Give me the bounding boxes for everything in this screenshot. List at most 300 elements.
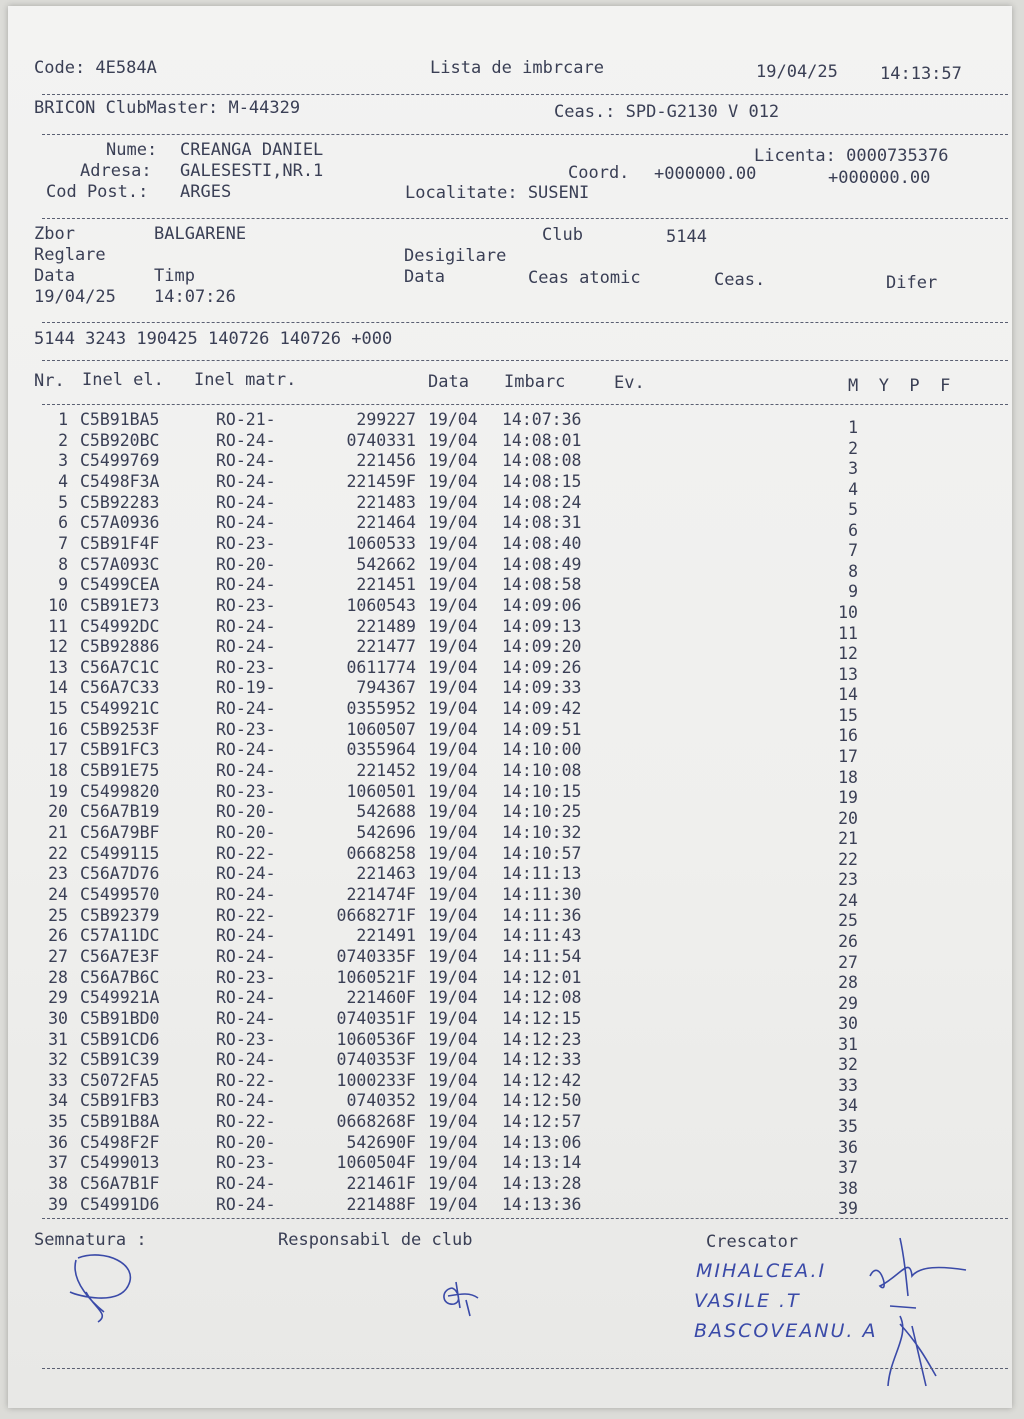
- arrival-date: 19/04: [428, 967, 478, 987]
- arrival-time: 14:09:51: [502, 719, 582, 739]
- electronic-ring: C5B920BC: [80, 430, 160, 450]
- arrival-time: 14:13:06: [502, 1132, 582, 1152]
- row-number: 2: [58, 430, 68, 450]
- row-number: 28: [48, 967, 68, 987]
- ring-number: 0668268F: [336, 1112, 416, 1132]
- ring-prefix: RO-20-: [216, 554, 276, 574]
- arrival-time: 14:13:14: [502, 1153, 582, 1173]
- zbor-label: Zbor: [34, 224, 75, 244]
- arrival-time: 14:08:24: [502, 492, 582, 512]
- row-number: 16: [48, 719, 68, 739]
- electronic-ring: C56A7B19: [80, 802, 160, 822]
- arrival-date: 19/04: [428, 554, 478, 574]
- ring-prefix: RO-21-: [216, 410, 276, 429]
- arrival-date: 19/04: [428, 657, 478, 677]
- table-row: [8, 1194, 1012, 1219]
- ring-prefix: RO-22-: [216, 1112, 276, 1132]
- ring-prefix: RO-24-: [216, 471, 276, 491]
- table-row: [8, 843, 1012, 869]
- ring-number: 1060543: [346, 595, 416, 615]
- arrival-date: 19/04: [428, 492, 478, 512]
- ring-prefix: RO-24-: [216, 926, 276, 946]
- electronic-ring: C57A0936: [80, 513, 160, 533]
- table-row: [8, 1174, 1012, 1198]
- position: 4: [848, 479, 858, 499]
- signature-scribble-center: [438, 1278, 482, 1318]
- ring-number: 221477: [356, 637, 416, 657]
- position: 15: [838, 705, 858, 725]
- ring-number: 221460F: [346, 988, 416, 1008]
- timp-label: Timp: [154, 266, 195, 286]
- electronic-ring: C5498F3A: [80, 471, 160, 491]
- row-number: 17: [48, 740, 68, 760]
- arrival-date: 19/04: [428, 761, 478, 781]
- electronic-ring: C56A7C33: [80, 678, 160, 698]
- row-number: 32: [48, 1050, 68, 1070]
- arrival-time: 14:09:42: [502, 699, 582, 719]
- table-row: [8, 410, 1012, 437]
- arrival-date: 19/04: [428, 740, 478, 760]
- electronic-ring: C5072FA5: [80, 1070, 160, 1090]
- owner-address: GALESESTI,NR.1: [180, 161, 324, 181]
- owner-codpost: ARGES: [180, 182, 232, 202]
- position: 9: [848, 582, 858, 602]
- position: 31: [838, 1034, 858, 1054]
- ring-number: 0740335F: [336, 946, 416, 966]
- arrival-time: 14:12:57: [502, 1112, 582, 1132]
- table-row: [8, 761, 1012, 787]
- ring-number: 221461F: [346, 1174, 416, 1194]
- arrival-time: 14:08:40: [502, 533, 582, 553]
- ring-number: 299227: [356, 410, 416, 429]
- ring-number: 221459F: [346, 471, 416, 491]
- table-row: [8, 1029, 1012, 1054]
- ring-prefix: RO-24-: [216, 1174, 276, 1194]
- arrival-time: 14:08:08: [502, 451, 582, 471]
- desigilare-label: Desigilare: [404, 246, 507, 266]
- position: 32: [838, 1055, 858, 1075]
- row-number: 35: [48, 1112, 68, 1132]
- arrival-time: 14:08:49: [502, 554, 582, 574]
- ring-number: 221463: [356, 864, 416, 884]
- coord-2: +000000.00: [828, 168, 931, 188]
- electronic-ring: C56A7B1F: [80, 1174, 160, 1194]
- ring-number: 0740351F: [336, 1008, 416, 1028]
- position: 8: [848, 561, 858, 581]
- coord-label: Coord.: [568, 163, 630, 183]
- row-number: 23: [48, 864, 68, 884]
- arrival-date: 19/04: [428, 884, 478, 904]
- ring-prefix: RO-24-: [216, 492, 276, 512]
- arrival-date: 19/04: [428, 864, 478, 884]
- position: 13: [838, 664, 858, 684]
- position: 24: [838, 890, 858, 910]
- arrival-date: 19/04: [428, 1091, 478, 1111]
- position: 17: [838, 746, 858, 766]
- ring-prefix: RO-20-: [216, 1132, 276, 1152]
- electronic-ring: C5B91BA5: [80, 410, 160, 429]
- ring-number: 0668271F: [336, 905, 416, 925]
- position: 14: [838, 685, 858, 705]
- table-row: [8, 1070, 1012, 1095]
- arrival-date: 19/04: [428, 1070, 478, 1090]
- position: 22: [838, 849, 858, 869]
- electronic-ring: C549921C: [80, 699, 160, 719]
- row-number: 19: [48, 781, 68, 801]
- electronic-ring: C5B91F4F: [80, 533, 160, 553]
- ring-number: 0740331: [346, 430, 416, 450]
- handwritten-name-2: VASILE .T: [694, 1290, 801, 1312]
- flight-date: 19/04/25: [34, 287, 116, 307]
- ring-number: 542696: [356, 823, 416, 842]
- table-row: [8, 492, 1012, 520]
- ring-prefix: RO-24-: [216, 513, 276, 533]
- ring-number: 1060533: [346, 533, 416, 553]
- arrival-time: 14:08:31: [502, 513, 582, 533]
- electronic-ring: C5499820: [80, 781, 160, 801]
- arrival-date: 19/04: [428, 471, 478, 491]
- ring-number: 0355952: [346, 699, 416, 719]
- ring-number: 221474F: [346, 884, 416, 904]
- table-row: [8, 554, 1012, 581]
- table-row: [8, 926, 1012, 951]
- row-number: 25: [48, 905, 68, 925]
- table-row: [8, 864, 1012, 890]
- table-row: [8, 616, 1012, 643]
- owner-name: CREANGA DANIEL: [180, 140, 324, 160]
- position: 1: [848, 418, 858, 437]
- arrival-time: 14:11:54: [502, 946, 582, 966]
- electronic-ring: C5B91CD6: [80, 1029, 160, 1049]
- arrival-date: 19/04: [428, 1112, 478, 1132]
- ring-number: 794367: [356, 678, 416, 698]
- position: 26: [838, 932, 858, 951]
- ring-prefix: RO-24-: [216, 699, 276, 719]
- signature-scribble-right: [860, 1236, 980, 1396]
- table-row: [8, 1050, 1012, 1075]
- electronic-ring: C5499570: [80, 884, 160, 904]
- arrival-date: 19/04: [428, 802, 478, 822]
- semnatura-label: Semnatura :: [34, 1230, 147, 1250]
- table-row: [8, 884, 1012, 910]
- clock-code-line: 5144 3243 190425 140726 140726 +000: [34, 329, 393, 349]
- code-label: Code: 4E584A: [34, 58, 157, 78]
- club-number: 5144: [666, 227, 707, 247]
- crescator-label: Crescator: [706, 1232, 799, 1252]
- table-row: [8, 905, 1012, 931]
- responsabil-label: Responsabil de club: [278, 1230, 473, 1250]
- table-row: [8, 430, 1012, 458]
- position: 37: [838, 1158, 858, 1178]
- ring-prefix: RO-24-: [216, 1194, 276, 1214]
- electronic-ring: C5B91FB3: [80, 1091, 160, 1111]
- ring-prefix: RO-23-: [216, 533, 276, 553]
- row-number: 31: [48, 1029, 68, 1049]
- ring-prefix: RO-23-: [216, 657, 276, 677]
- electronic-ring: C57A11DC: [80, 926, 160, 946]
- position: 25: [838, 911, 858, 931]
- table-row: [8, 451, 1012, 479]
- ring-number: 0355964: [346, 740, 416, 760]
- arrival-time: 14:10:25: [502, 802, 582, 822]
- table-row: [8, 823, 1012, 849]
- ring-prefix: RO-24-: [216, 616, 276, 636]
- table-row: [8, 471, 1012, 499]
- electronic-ring: C5B92283: [80, 492, 160, 512]
- ring-number: 221489: [356, 616, 416, 636]
- electronic-ring: C5499013: [80, 1153, 160, 1173]
- ring-prefix: RO-23-: [216, 595, 276, 615]
- adresa-label: Adresa:: [80, 161, 152, 181]
- row-number: 20: [48, 802, 68, 822]
- print-date: 19/04/25: [756, 62, 838, 82]
- ring-prefix: RO-23-: [216, 1153, 276, 1173]
- ring-number: 542688: [356, 802, 416, 822]
- arrival-date: 19/04: [428, 905, 478, 925]
- ring-prefix: RO-24-: [216, 575, 276, 595]
- arrival-date: 19/04: [428, 946, 478, 966]
- handwritten-name-3: BASCOVEANU. A: [694, 1320, 878, 1342]
- row-number: 8: [58, 554, 68, 574]
- table-row: [8, 967, 1012, 993]
- difer-label: Difer: [886, 273, 938, 293]
- ring-number: 542690F: [346, 1132, 416, 1152]
- flight-name: BALGARENE: [154, 224, 247, 244]
- arrival-time: 14:09:13: [502, 616, 582, 636]
- row-number: 36: [48, 1132, 68, 1152]
- table-row: [8, 1112, 1012, 1137]
- handwritten-name-1: MIHALCEA.I: [696, 1260, 827, 1282]
- atomic-clock-label: Ceas atomic: [528, 268, 641, 288]
- position: 36: [838, 1137, 858, 1157]
- row-number: 6: [58, 513, 68, 533]
- row-number: 14: [48, 678, 68, 698]
- col-imbarc: Imbarc: [504, 372, 566, 392]
- table-row: [8, 699, 1012, 725]
- ring-prefix: RO-24-: [216, 884, 276, 904]
- arrival-date: 19/04: [428, 699, 478, 719]
- ring-number: 0740352: [346, 1091, 416, 1111]
- position: 39: [838, 1199, 858, 1219]
- table-row: [8, 575, 1012, 602]
- arrival-date: 19/04: [428, 988, 478, 1008]
- row-number: 10: [48, 595, 68, 615]
- electronic-ring: C5B91BD0: [80, 1008, 160, 1028]
- ring-prefix: RO-20-: [216, 823, 276, 842]
- table-row: [8, 946, 1012, 972]
- ring-prefix: RO-22-: [216, 1070, 276, 1090]
- col-mypf: M Y P F: [848, 376, 951, 396]
- position: 3: [848, 459, 858, 479]
- electronic-ring: C5B91E73: [80, 595, 160, 615]
- table-row: [8, 657, 1012, 684]
- licence-number: Licenta: 0000735376: [754, 146, 949, 166]
- ring-prefix: RO-22-: [216, 843, 276, 863]
- arrival-date: 19/04: [428, 781, 478, 801]
- ring-number: 0668258: [346, 843, 416, 863]
- row-number: 33: [48, 1070, 68, 1090]
- row-number: 22: [48, 843, 68, 863]
- ring-number: 1000233F: [336, 1070, 416, 1090]
- position: 23: [838, 870, 858, 890]
- ring-number: 542662: [356, 554, 416, 574]
- electronic-ring: C5B9253F: [80, 719, 160, 739]
- ring-prefix: RO-24-: [216, 451, 276, 471]
- arrival-time: 14:11:13: [502, 864, 582, 884]
- table-row: [8, 740, 1012, 766]
- position: 18: [838, 767, 858, 787]
- signature-scribble-left: [64, 1252, 144, 1328]
- arrival-time: 14:10:15: [502, 781, 582, 801]
- arrival-date: 19/04: [428, 1050, 478, 1070]
- arrival-time: 14:12:23: [502, 1029, 582, 1049]
- arrival-date: 19/04: [428, 843, 478, 863]
- row-number: 27: [48, 946, 68, 966]
- arrival-date: 19/04: [428, 926, 478, 946]
- electronic-ring: C5B91B8A: [80, 1112, 160, 1132]
- ceas-label: Ceas.: [714, 270, 766, 290]
- row-number: 4: [58, 471, 68, 491]
- row-number: 11: [48, 616, 68, 636]
- row-number: 24: [48, 884, 68, 904]
- row-number: 30: [48, 1008, 68, 1028]
- electronic-ring: C5B92379: [80, 905, 160, 925]
- position: 30: [838, 1014, 858, 1034]
- arrival-date: 19/04: [428, 430, 478, 450]
- ring-prefix: RO-24-: [216, 1050, 276, 1070]
- position: 2: [848, 438, 858, 458]
- table-row: [8, 1153, 1012, 1178]
- position: 6: [848, 520, 858, 540]
- position: 33: [838, 1075, 858, 1095]
- ring-prefix: RO-24-: [216, 946, 276, 966]
- print-time: 14:13:57: [880, 64, 962, 84]
- table-row: [8, 1091, 1012, 1116]
- row-number: 3: [58, 451, 68, 471]
- arrival-time: 14:10:57: [502, 843, 582, 863]
- locality: Localitate: SUSENI: [405, 183, 590, 203]
- arrival-time: 14:09:20: [502, 637, 582, 657]
- ring-number: 1060507: [346, 719, 416, 739]
- electronic-ring: C5B92886: [80, 637, 160, 657]
- position: 12: [838, 644, 858, 664]
- arrival-date: 19/04: [428, 637, 478, 657]
- col-nr: Nr.: [34, 371, 65, 391]
- arrival-time: 14:12:42: [502, 1070, 582, 1090]
- arrival-time: 14:12:01: [502, 967, 582, 987]
- electronic-ring: C549921A: [80, 988, 160, 1008]
- data2-label: Data: [404, 267, 445, 287]
- table-row: [8, 719, 1012, 746]
- arrival-time: 14:10:00: [502, 740, 582, 760]
- table-row: [8, 637, 1012, 664]
- arrival-time: 14:13:28: [502, 1174, 582, 1194]
- ring-number: 1060504F: [336, 1153, 416, 1173]
- arrival-time: 14:10:32: [502, 823, 582, 842]
- col-data: Data: [428, 372, 469, 392]
- arrival-date: 19/04: [428, 451, 478, 471]
- table-row: [8, 678, 1012, 705]
- row-number: 34: [48, 1091, 68, 1111]
- ring-number: 0611774: [346, 657, 416, 677]
- ring-prefix: RO-20-: [216, 802, 276, 822]
- table-row: [8, 1132, 1012, 1157]
- arrival-date: 19/04: [428, 1029, 478, 1049]
- position: 5: [848, 500, 858, 520]
- position: 16: [838, 726, 858, 746]
- position: 29: [838, 993, 858, 1013]
- position: 19: [838, 788, 858, 808]
- electronic-ring: C57A093C: [80, 554, 160, 574]
- table-row: [8, 988, 1012, 1013]
- position: 35: [838, 1117, 858, 1137]
- arrival-date: 19/04: [428, 410, 478, 429]
- ring-prefix: RO-24-: [216, 761, 276, 781]
- ring-number: 1060501: [346, 781, 416, 801]
- electronic-ring: C5B91C39: [80, 1050, 160, 1070]
- electronic-ring: C5B91FC3: [80, 740, 160, 760]
- ring-prefix: RO-24-: [216, 1008, 276, 1028]
- row-number: 37: [48, 1153, 68, 1173]
- table-row: [8, 533, 1012, 561]
- electronic-ring: C56A7B6C: [80, 967, 160, 987]
- ring-prefix: RO-24-: [216, 1091, 276, 1111]
- electronic-ring: C5499115: [80, 843, 160, 863]
- row-number: 26: [48, 926, 68, 946]
- arrival-date: 19/04: [428, 616, 478, 636]
- codpost-label: Cod Post.:: [46, 182, 149, 202]
- flight-time: 14:07:26: [154, 287, 236, 307]
- position: 38: [838, 1178, 858, 1198]
- arrival-date: 19/04: [428, 823, 478, 842]
- arrival-date: 19/04: [428, 1008, 478, 1028]
- row-number: 18: [48, 761, 68, 781]
- row-number: 7: [58, 533, 68, 553]
- arrival-time: 14:08:01: [502, 430, 582, 450]
- club-label: Club: [542, 225, 583, 245]
- electronic-ring: C5499CEA: [80, 575, 160, 595]
- ring-prefix: RO-23-: [216, 1029, 276, 1049]
- arrival-time: 14:10:08: [502, 761, 582, 781]
- electronic-ring: C5499769: [80, 451, 160, 471]
- ring-number: 221451: [356, 575, 416, 595]
- row-number: 9: [58, 575, 68, 595]
- ring-number: 221452: [356, 761, 416, 781]
- row-number: 29: [48, 988, 68, 1008]
- arrival-date: 19/04: [428, 1132, 478, 1152]
- ring-prefix: RO-22-: [216, 905, 276, 925]
- electronic-ring: C56A7C1C: [80, 657, 160, 677]
- arrival-time: 14:12:50: [502, 1091, 582, 1111]
- arrival-time: 14:13:36: [502, 1194, 582, 1214]
- electronic-ring: C56A7D76: [80, 864, 160, 884]
- arrival-time: 14:11:36: [502, 905, 582, 925]
- ring-number: 221488F: [346, 1194, 416, 1214]
- arrival-time: 14:11:30: [502, 884, 582, 904]
- electronic-ring: C56A7E3F: [80, 946, 160, 966]
- printout-sheet: [8, 6, 1012, 1408]
- arrival-time: 14:11:43: [502, 926, 582, 946]
- arrival-time: 14:12:08: [502, 988, 582, 1008]
- row-number: 12: [48, 637, 68, 657]
- coord-1: +000000.00: [654, 164, 757, 184]
- arrival-date: 19/04: [428, 1153, 478, 1173]
- position: 7: [848, 541, 858, 561]
- electronic-ring: C54991D6: [80, 1194, 160, 1214]
- arrival-time: 14:09:06: [502, 595, 582, 615]
- ring-prefix: RO-24-: [216, 864, 276, 884]
- arrival-date: 19/04: [428, 533, 478, 553]
